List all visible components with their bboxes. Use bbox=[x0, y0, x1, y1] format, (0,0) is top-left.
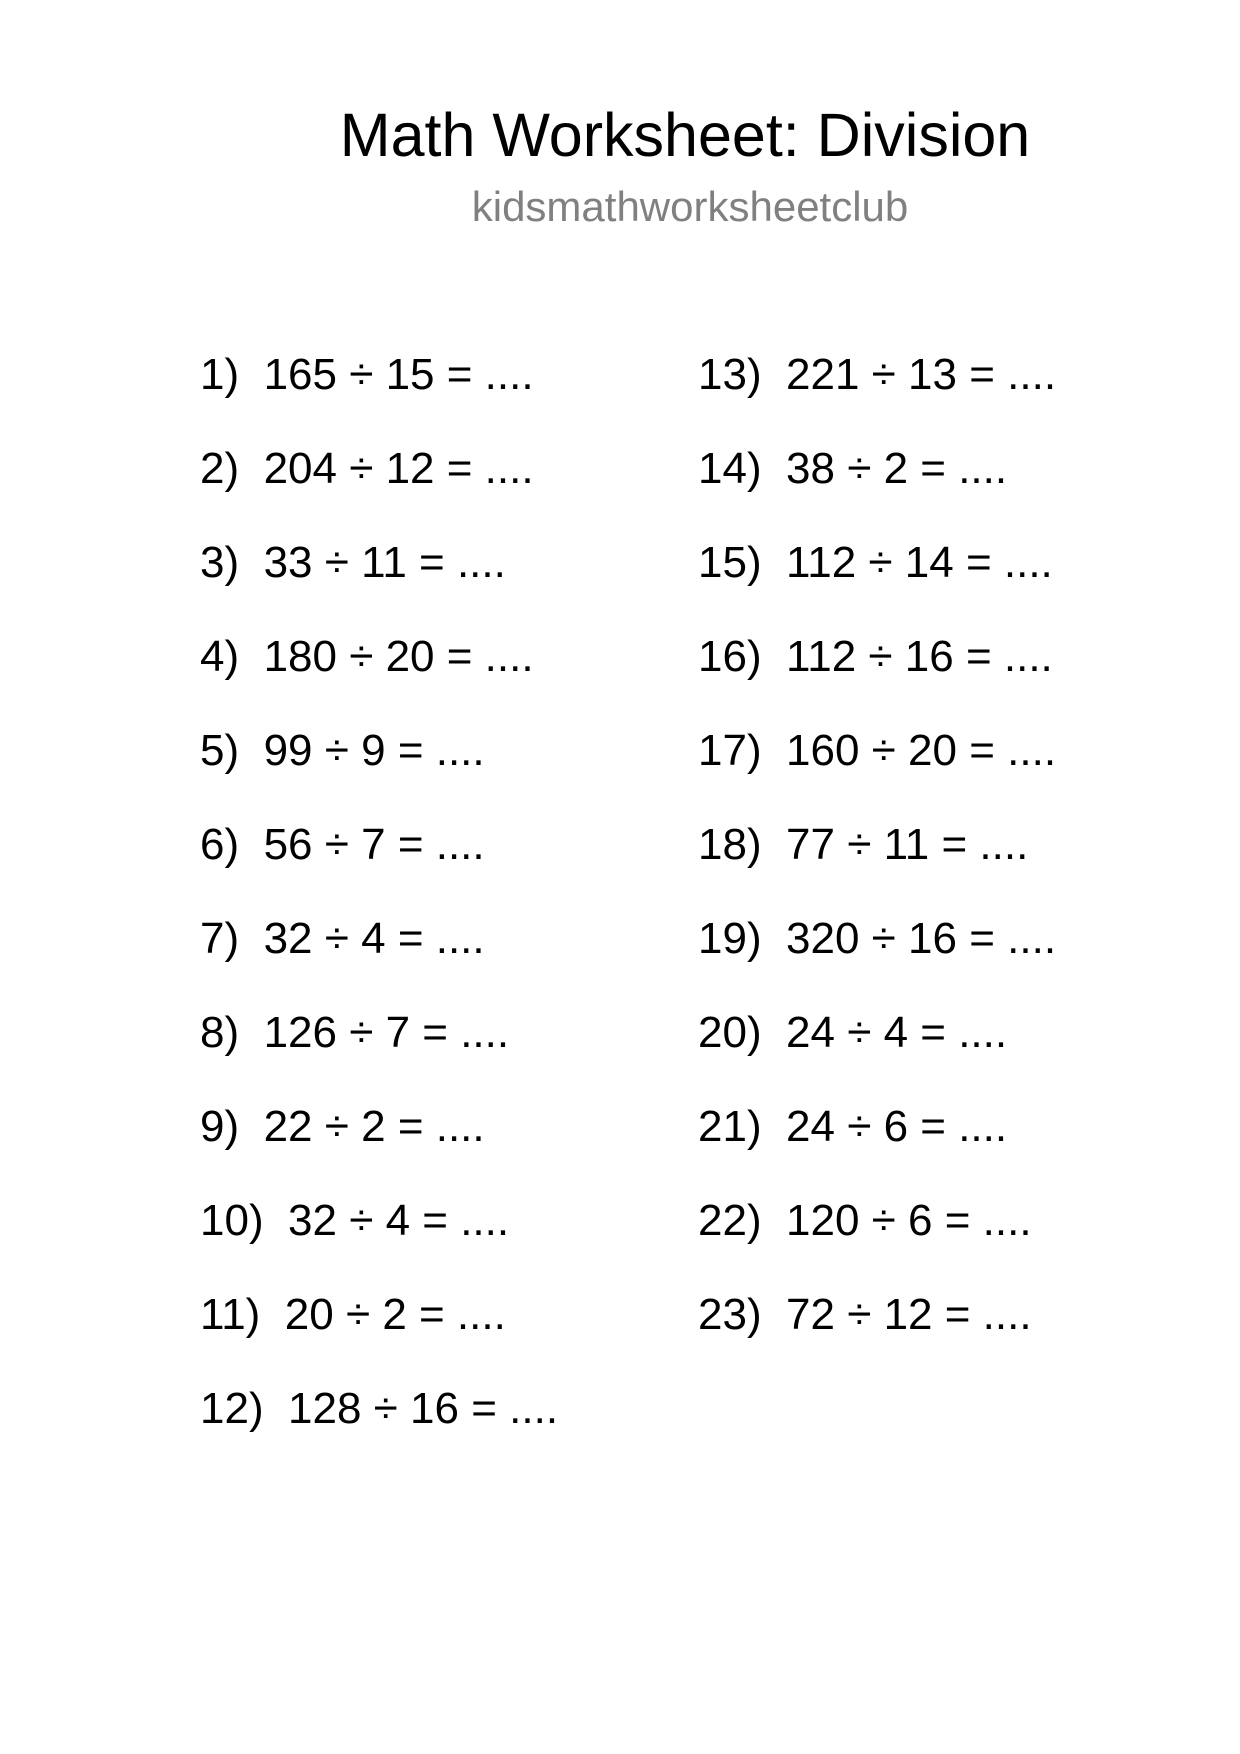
problem-number: 20) bbox=[698, 1008, 762, 1057]
problem-expression: 165 ÷ 15 = .... bbox=[263, 350, 534, 399]
problem-item bbox=[200, 1102, 485, 1152]
problem-expression: 56 ÷ 7 = .... bbox=[263, 820, 485, 869]
problem-expression: 32 ÷ 4 = .... bbox=[263, 914, 485, 963]
problem-item bbox=[698, 914, 1056, 964]
problem-expression: 204 ÷ 12 = .... bbox=[263, 444, 534, 493]
problem-number: 9) bbox=[200, 1102, 240, 1151]
problem-number: 16) bbox=[698, 632, 762, 681]
problem-item bbox=[698, 726, 1056, 776]
problem-expression: 112 ÷ 16 = .... bbox=[786, 632, 1053, 681]
problem-item bbox=[698, 350, 1056, 400]
problem-number: 10) bbox=[200, 1196, 264, 1245]
problem-item bbox=[200, 538, 506, 588]
problem-item bbox=[200, 914, 485, 964]
problem-expression: 180 ÷ 20 = .... bbox=[263, 632, 534, 681]
problem-expression: 24 ÷ 6 = .... bbox=[786, 1102, 1008, 1151]
problem-item bbox=[698, 820, 1028, 870]
problem-expression: 33 ÷ 11 = .... bbox=[263, 538, 506, 587]
problem-item bbox=[698, 1102, 1007, 1152]
problem-number: 18) bbox=[698, 820, 762, 869]
problem-item bbox=[698, 1196, 1032, 1246]
problem-expression: 126 ÷ 7 = .... bbox=[263, 1008, 510, 1057]
problem-expression: 38 ÷ 2 = .... bbox=[786, 444, 1008, 493]
problem-expression: 22 ÷ 2 = .... bbox=[263, 1102, 485, 1151]
problem-expression: 160 ÷ 20 = .... bbox=[786, 726, 1057, 775]
problem-number: 11) bbox=[200, 1290, 261, 1339]
problem-number: 23) bbox=[698, 1290, 762, 1339]
problem-expression: 221 ÷ 13 = .... bbox=[786, 350, 1057, 399]
problem-number: 17) bbox=[698, 726, 762, 775]
problem-item bbox=[200, 726, 485, 776]
problem-number: 19) bbox=[698, 914, 762, 963]
problem-number: 14) bbox=[698, 444, 762, 493]
problem-expression: 120 ÷ 6 = .... bbox=[786, 1196, 1032, 1245]
problem-item bbox=[200, 632, 534, 682]
problem-number: 13) bbox=[698, 350, 762, 399]
problem-item bbox=[200, 1290, 506, 1340]
problem-expression: 112 ÷ 14 = .... bbox=[786, 538, 1053, 587]
problem-item bbox=[698, 538, 1053, 588]
problem-expression: 24 ÷ 4 = .... bbox=[786, 1008, 1008, 1057]
problem-item bbox=[200, 1008, 509, 1058]
problem-item bbox=[200, 444, 534, 494]
problem-item bbox=[698, 1008, 1007, 1058]
problem-item bbox=[698, 444, 1007, 494]
problem-expression: 128 ÷ 16 = .... bbox=[288, 1384, 559, 1433]
problem-item bbox=[698, 632, 1053, 682]
problem-number: 15) bbox=[698, 538, 762, 587]
problem-item bbox=[200, 1384, 558, 1434]
problem-expression: 32 ÷ 4 = .... bbox=[288, 1196, 510, 1245]
problem-expression: 99 ÷ 9 = .... bbox=[263, 726, 485, 775]
worksheet-title: Math Worksheet: Division bbox=[339, 101, 1031, 169]
problem-number: 2) bbox=[200, 444, 240, 493]
problem-number: 21) bbox=[698, 1102, 762, 1151]
problem-expression: 320 ÷ 16 = .... bbox=[786, 914, 1057, 963]
problem-item bbox=[200, 820, 485, 870]
problem-number: 4) bbox=[200, 632, 240, 681]
problem-expression: 77 ÷ 11 = .... bbox=[786, 820, 1029, 869]
problem-expression: 20 ÷ 2 = .... bbox=[284, 1290, 506, 1339]
problem-expression: 72 ÷ 12 = .... bbox=[786, 1290, 1032, 1339]
problem-number: 5) bbox=[200, 726, 240, 775]
problem-number: 22) bbox=[698, 1196, 762, 1245]
problem-number: 7) bbox=[200, 914, 240, 963]
problem-number: 3) bbox=[200, 538, 240, 587]
problem-number: 8) bbox=[200, 1008, 240, 1057]
problem-item bbox=[698, 1290, 1032, 1340]
problem-number: 6) bbox=[200, 820, 240, 869]
worksheet-subtitle: kidsmathworksheetclub bbox=[471, 183, 909, 230]
problem-item bbox=[200, 350, 534, 400]
problem-number: 1) bbox=[200, 350, 240, 399]
problem-item bbox=[200, 1196, 509, 1246]
problem-number: 12) bbox=[200, 1384, 264, 1433]
